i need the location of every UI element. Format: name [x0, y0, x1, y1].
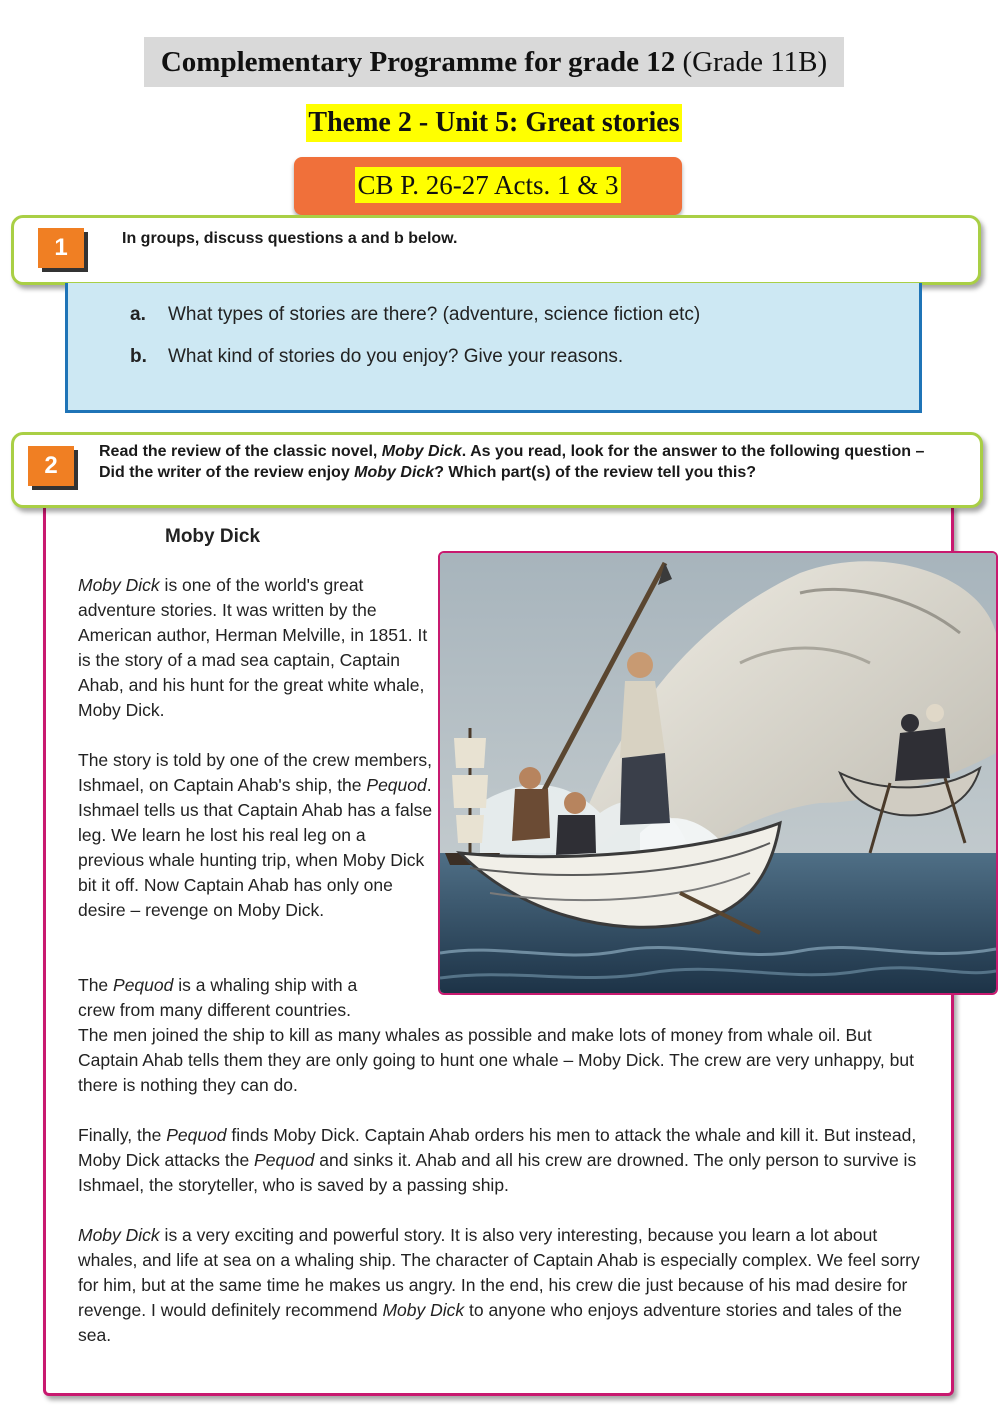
review-paragraph-2: [78, 748, 434, 923]
paragraph-text: The story is told by one of the crew members, Ishmael, on Captain Ahab's ship, the: [78, 750, 433, 795]
task2-instruction-part: . As you read, look for the answer to the following question – Did the writer of the review enjoy: [99, 443, 925, 481]
theme-heading: Theme 2 - Unit 5: Great stories: [306, 104, 681, 142]
italic-ship-name: Pequod: [254, 1150, 315, 1170]
italic-ship-name: Pequod: [166, 1125, 227, 1145]
moby-dick-illustration: [438, 551, 998, 995]
coursebook-reference-box: [294, 157, 682, 215]
review-paragraph-4: [78, 1123, 920, 1198]
paragraph-text: is a whaling ship with a: [173, 975, 358, 995]
review-title: Moby Dick: [165, 526, 261, 547]
paragraph-text: crew from many different countries.: [78, 1000, 351, 1020]
paragraph-text: . Ishmael tells us that Captain Ahab has a false leg. We learn he lost his real leg on a previous whale hunting trip, when Moby Dick bit it off. Now Captain Ahab has only one desire – revenge on Moby Dick.: [78, 775, 433, 920]
paragraph-text: and sinks it. Ahab and all his crew are drowned. The only person to survive is Ishmael, the storyteller, who is saved by a passing ship.: [78, 1150, 917, 1195]
task2-instruction-part: Read the review of the classic novel,: [99, 443, 382, 460]
paragraph-text: to anyone who enjoys adventure stories and tales of the sea.: [78, 1300, 902, 1345]
task2-instruction-part: ? Which part(s) of the review tell you this?: [434, 464, 756, 481]
paragraph-text: Finally, the: [78, 1125, 167, 1145]
task1-bar: [11, 215, 981, 285]
italic-title: Moby Dick: [78, 575, 160, 595]
title-grade: (Grade 11B): [682, 46, 828, 78]
task2-instruction: [99, 441, 949, 483]
paragraph-text: The: [78, 975, 114, 995]
question-a: [130, 304, 700, 326]
worksheet-title: [144, 37, 844, 87]
task2-number: 2: [28, 446, 74, 486]
question-b: [130, 346, 623, 368]
italic-title: Moby Dick: [382, 1300, 465, 1320]
paragraph-text: is one of the world's great adventure stories. It was written by the American author, Herman Melville, in 1851. It is the story of a mad sea captain, Captain Ahab, and his hunt for the great white whale, Moby Dick.: [78, 575, 428, 720]
task2-instruction-title: Moby Dick: [354, 464, 435, 481]
paragraph-text: finds Moby Dick. Captain Ahab orders his men to attack the whale and kill it. But instead, Moby Dick attacks the: [78, 1125, 917, 1170]
illustration-svg: [440, 553, 996, 993]
task2-instruction-title: Moby Dick: [381, 443, 462, 460]
task1-instruction: In groups, discuss questions a and b below.: [122, 230, 458, 247]
question-a-text: What types of stories are there? (adventure, science fiction etc): [168, 304, 701, 325]
theme-heading-wrap: [0, 104, 988, 142]
title-main: Complementary Programme for grade 12: [160, 46, 676, 78]
task1-number: 1: [38, 228, 84, 268]
review-paragraph-5: [78, 1223, 924, 1348]
italic-ship-name: Pequod: [113, 975, 174, 995]
italic-title: Moby Dick: [78, 1225, 160, 1245]
paragraph-text: is a very exciting and powerful story. It is also very interesting, because you learn a lot about whales, and life at sea on a whaling ship. The character of Captain Ahab is especially complex. We feel sorry for him, but at the same time he makes us angry. In the end, his crew die just because of his mad desire for revenge. I would definitely recommend: [78, 1225, 920, 1320]
question-b-letter: b.: [130, 346, 147, 367]
question-a-letter: a.: [130, 304, 146, 325]
paragraph-text: The men joined the ship to kill as many whales as possible and make lots of money from whale oil. But Captain Ahab tells them they are only going to hunt one whale – Moby Dick. The crew are very unhappy, but there is nothing they can do.: [78, 1025, 914, 1095]
coursebook-reference: CB P. 26-27 Acts. 1 & 3: [355, 167, 620, 203]
question-b-text: What kind of stories do you enjoy? Give your reasons.: [168, 346, 624, 367]
italic-ship-name: Pequod: [366, 775, 427, 795]
review-paragraph-1: [78, 573, 430, 723]
